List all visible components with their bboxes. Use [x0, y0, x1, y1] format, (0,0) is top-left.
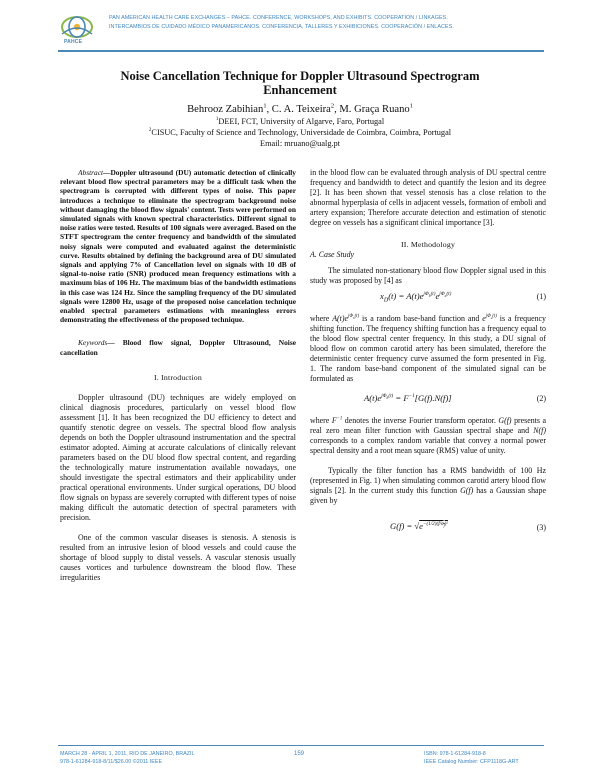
title-line-1: Noise Cancellation Technique for Doppler Ultrasound Spectrogram — [120, 69, 480, 83]
section-heading-methodology: II. Methodology — [400, 240, 456, 249]
keywords-label: Keywords — [78, 338, 108, 348]
affiliation-1 — [60, 117, 540, 127]
header-rule — [58, 50, 544, 52]
contact-email: Email: mruano@ualg.pt — [260, 139, 340, 148]
author-sup: 2 — [330, 102, 335, 110]
equation-2-explanation: where $F^{-1}$ denotes the inverse Fourier transform operator. G(f) presents a real zero mean filter function with Gaussian spectral shape and N(f) corresponds to a complex random variable that convey a normal power spectral density and a root mean square (RMS) value of unity. — [310, 416, 547, 455]
subsection-heading-case-study: A. Case Study — [310, 250, 355, 259]
right-paragraph-1: in the blood flow can be evaluated through analysis of DU spectral centre frequency and bandwidth to detect and quantify the lesion and its degree [2]. It has been shown that vessel stenosis has a close relation to the abnormal hyperplasia of cells in adjacent vessels, formation of emboli and artery expansion; Therefore accurate detection and estimation of stenotic degree on vessels has a significant clinical importance [3]. — [310, 168, 546, 227]
footer-copyright: 978-1-61284-918-8/11/$26.00 ©2011 IEEE — [60, 759, 163, 765]
text-fragment: has a Gaussian shape given by — [310, 486, 546, 505]
author-sup: 1 — [263, 102, 267, 110]
right-column — [310, 168, 546, 540]
left-column — [60, 168, 296, 583]
logo-caption: PAHCE — [64, 39, 83, 45]
affiliation-sup: 2 — [148, 128, 152, 134]
equation-2 — [310, 388, 546, 410]
text-fragment: where — [310, 416, 330, 425]
equation-2-number: (2) — [536, 394, 546, 403]
equation-1 — [310, 286, 546, 308]
text-fragment: is a random base-band function and — [362, 314, 480, 323]
footer-left — [60, 750, 195, 766]
keywords — [60, 338, 296, 356]
paper-title — [60, 69, 540, 97]
footer-dates: MARCH 28 - APRIL 1, 2011, RIO DE JANEIRO, BRAZIL — [60, 751, 195, 757]
text-fragment: corresponds to a complex random variable that convey a normal power spectral density and a root mean square (RMS) value of unity. — [310, 436, 546, 455]
equation-1-explanation: where $A(t)e^{j\Phi_b(t)}$ is a random base-band function and $e^{j\Phi_a(t)}$ is a frequency shifting function. The frequency shifting function has a frequency equal to the blood flow spectral center frequency. In this study, a DU signal of blood flow on common carotid artery has been simulated, therefore the deterministic center frequency curve assumed the form presented in Fig. 1. The random base-band component of the simulated signal can be formulated as — [310, 314, 546, 383]
equation-2-expression: $A(t)e^{j\Phi_b(t)} = F^{-1}[G(f).N(f)]$ — [364, 393, 452, 403]
author-name: Behrooz Zabihian — [187, 104, 264, 115]
text-fragment: where — [310, 314, 330, 323]
abstract-text: —Doppler ultrasound (DU) automatic detection of clinically relevant blood flow spectral parameters may be a difficult task when the spectrogram is corrupted with different types of noise. This paper introduces a technique to eliminate the spectrogram background noise without damaging the blood flow signals' content. Tests were performed on simulated signals with known spectral characteristics. Different signal to noise ratios were tested. Results of 100 signals were averaged. Based on the STFT spectrogram the center frequency and bandwidth of the simulated noisy signals were computed and evaluated against the deterministic curve. Results obtained by defining the background area of DU simulated signals and applying 7% of Cancellation level on signals with 10 dB of signal-to-noise ratio (SNR) produced mean frequency estimations with a maximum bias of 106 Hz. The maximum bias of the bandwidth estimations in this case was 124 Hz. Since the sampling frequency of the DU simulated signals were 12800 Hz, usage of the proposed noise cancelation technique enabled spectral parameters estimations with meaningless errors demonstrating the effectiveness of the proposed technique. — [60, 168, 296, 325]
conference-banner — [109, 14, 549, 31]
keywords-text: — Blood flow signal, Doppler Ultrasound, Noise cancellation — [60, 338, 296, 357]
author-sup: 1 — [409, 102, 413, 110]
intro-paragraph-2: One of the common vascular diseases is stenosis. A stenosis is resulted from an intrusive lesion of blood vessels and could cause the shortage of blood supply to distal vessels. A vascular stenosis usually causes vortices and turbulence downstream the blood flow. These irregularities — [60, 532, 296, 582]
equation-3 — [310, 514, 546, 540]
author-list: Behrooz Zabihian$^1$, C. A. Teixeira$^2$, M. Graça Ruano$^1$ — [187, 102, 413, 115]
intro-paragraph-1: Doppler ultrasound (DU) techniques are widely employed on clinical diagnosis procedures, particularly on vessel blood flow assessment [1]. It has been recognized the DU efficiency to detect and quantify stenotic degree on vessels. The spectral blood flow analysis depends on both the Doppler ultrasound instrumentation and the spectral estimator adopted. Aiming at accurate calculations of clinically relevant parameters based on the DU blood flow spectral content, and regarding the technologically mature instrumentation available nowadays, one should investigate the spectral estimators and their applicability under practical operational environments. Under surgical operations, DU blood flow signals on bypass are severely corrupted with different types of noise making difficult the automatic detection of spectral parameters with precision. — [60, 392, 296, 522]
equation-3-number: (3) — [536, 523, 546, 532]
abstract — [60, 168, 296, 324]
text-fragment: denotes the inverse Fourier transform operator. — [344, 416, 496, 425]
footer-rule — [58, 745, 544, 746]
text-fragment: Typically the filter function has a RMS bandwidth of 100 Hz (represented in Fig. 1) when simulating common carotid artery blood flow signals [2]. In the current study this function — [310, 466, 546, 495]
affiliation-text: CISUC, Faculty of Science and Technology, Universidade de Coimbra, Coimbra, Portugal — [151, 128, 452, 137]
affiliation-text: DEEI, FCT, University of Algarve, Faro, Portugal — [218, 117, 385, 126]
section-heading-introduction: I. Introduction — [153, 372, 203, 382]
equation-1-expression: $x_D(t) = A(t)e^{j\Phi_b(t)}e^{j\Phi_a(t)}$ — [380, 291, 452, 304]
case-study-paragraph: The simulated non-stationary blood flow Doppler signal used in this study was proposed by [4] as — [310, 266, 546, 285]
title-line-2: Enhancement — [263, 83, 337, 97]
footer-isbn: ISBN: 978-1-61284-918-8 — [424, 751, 486, 757]
text-fragment: presents a real zero mean filter function with Gaussian spectral shape and — [310, 416, 547, 435]
filter-function-paragraph: Typically the filter function has a RMS bandwidth of 100 Hz (represented in Fig. 1) when simulating common carotid artery blood flow signals [2]. In the current study this function G(f) has a Gaussian shape given by — [310, 466, 546, 505]
footer-catalog: IEEE Catalog Number: CFP1118G-ART — [424, 759, 519, 765]
equation-3-expression: $G(f) = √e^{-(1/2)(f/\sigma_f)^2}$ — [390, 521, 448, 531]
banner-line-en: PAN AMERICAN HEALTH CARE EXCHANGES – PAHCE. CONFERENCE, WORKSHOPS, AND EXHIBITS. COOPERATION / LINKAGES. — [109, 15, 448, 21]
author-name: M. Graça Ruano — [339, 104, 410, 115]
author-name: C. A. Teixeira — [271, 104, 331, 115]
footer-right — [424, 750, 519, 766]
affiliation-sup: 1 — [215, 117, 219, 123]
affiliation-2 — [60, 128, 540, 138]
text-fragment: is a frequency shifting function. The frequency shifting function has a frequency equal to the blood flow spectral center frequency. In this study, a DU signal of blood flow on common carotid artery has been simulated, therefore the deterministic center frequency curve assumed the form presented in Fig. 1. The random base-band component of the simulated signal can be formulated as — [310, 314, 546, 383]
abstract-label: Abstract — [78, 168, 104, 177]
page-number: 159 — [294, 751, 305, 757]
equation-1-number: (1) — [536, 292, 546, 301]
banner-line-es: INTERCAMBIOS DE CUIDADO MÉDICO PANAMERICANOS. CONFERENCIA, TALLERES Y EXHIBICIONES. COOPERACIÓN / ENLACES. — [109, 23, 454, 30]
